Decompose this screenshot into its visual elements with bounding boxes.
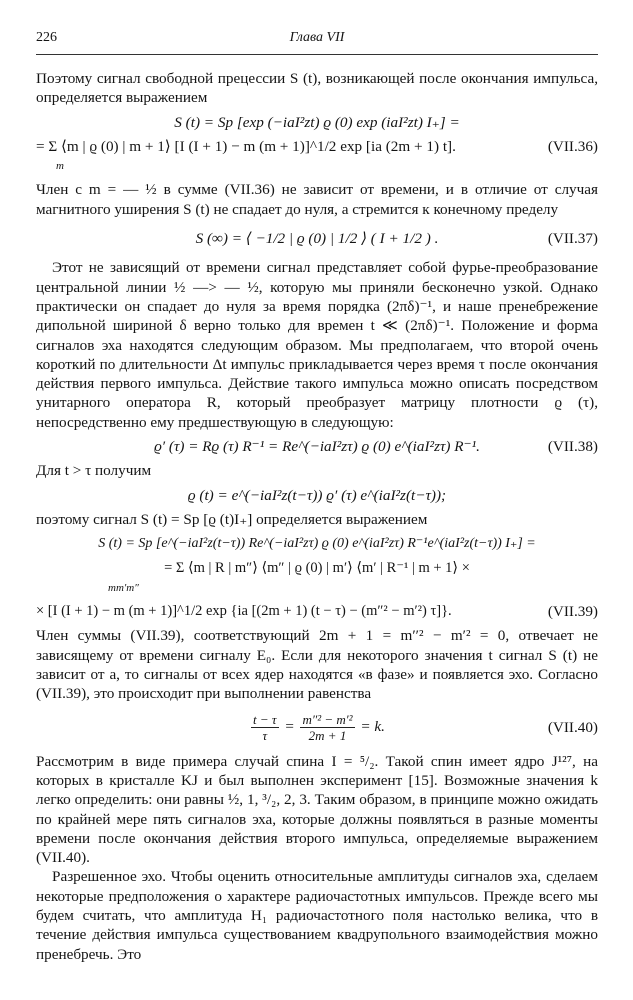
paragraph-6: Член суммы (VII.39), соответствующий 2m + 1 = m′′² − m′² = 0, отвечает не зависящему от времени сигналу E₀. Если для некоторого значения t сигнал S (t) не зависит от a, то сигналы от всех ядер находятся «в фазе» и появляется эхо. Согласно (VII.39), это происходит при выполнении равенства — [36, 627, 598, 703]
equation-36b-text: = Σ ⟨m | ϱ (0) | m + 1⟩ [I (I + 1) − m (m + 1)]^1/2 exp [ia (2m + 1) t]. — [36, 137, 456, 155]
equation-38-text: ϱ′ (τ) = Rϱ (τ) R⁻¹ = Re^(−iaI²zτ) ϱ (0) e^(iaI²zτ) R⁻¹. — [154, 438, 480, 456]
equation-39c-text: × [I (I + 1) − m (m + 1)]^1/2 exp {ia [(2m + 1) (t − τ) − (m″² − m′²) τ]}. — [36, 603, 452, 620]
chapter-title: Глава VII — [289, 30, 345, 45]
paragraph-4: Для t > τ получим — [36, 462, 152, 480]
equation-36b — [36, 137, 598, 176]
page — [36, 30, 598, 964]
equation-40-fraction-2 — [300, 712, 354, 743]
paragraph-7: Рассмотрим в виде примера случай спина I = ⁵/₂. Такой спин имеет ядро J¹²⁷, на которых в кристалле KJ и был выполнен эксперимент [15]. Возможные значения k легко определить: они равны ½, 1, ³/₂, 2, 3. Таким образом, в принципе можно ожидать по крайней мере пять сигналов эха, которые должны появляться в разные моменты времени после окончания действия второго импульса, определяемые выражением (VII.40). — [36, 752, 598, 867]
equation-39-label: (VII.39) — [547, 603, 598, 621]
equation-39b-text: = Σ ⟨m | R | m″⟩ ⟨m″ | ϱ (0) | m′⟩ ⟨m′ | R⁻¹ | m + 1⟩ × — [164, 559, 470, 576]
equation-40-fraction-1 — [251, 712, 279, 743]
equation-40-rest: = k. — [360, 717, 385, 735]
equation-37-label: (VII.37) — [547, 230, 598, 248]
paragraph-8: Разрешенное эхо. Чтобы оценить относительные амплитуды сигналов эха, сделаем некоторые предположения о характере радиочастотных импульсов. Прежде всего мы будем считать, что амплитуда H₁ радиочастотного поля настолько велика, что в течение действия импульса существованием квадрупольного взаимодействия можно пренебречь. Это — [36, 868, 598, 963]
equation-rho — [36, 486, 598, 505]
equation-37 — [36, 229, 598, 248]
equation-36a-text: S (t) = Sp [exp (−iaI²zt) ϱ (0) exp (iaI²zt) I₊] = — [174, 113, 460, 131]
equation-rho-text: ϱ (t) = e^(−iaI²z(t−τ)) ϱ′ (τ) e^(iaI²z(t−τ)); — [187, 486, 447, 504]
equation-40-denominator-1: τ — [262, 727, 268, 743]
paragraph-3: Этот не зависящий от времени сигнал представляет собой фурье-преобразование центральной линии ½ —> — ½, которую мы приняли бесконечно узкой. Однако практически он спадает до нуля за время порядка (2πδ)⁻¹, и наше пренебрежение дипольной шириной δ верно только для времен t ≪ (2πδ)⁻¹. Положение и форма сигналов эха находятся следующим образом. Мы предполагаем, что второй очень короткий по длительности Δt импульс прикладывается через время τ после окончания действия первого импульса. Действие такого импульса можно описать посредством унитарного оператора R, который преобразует матрицу плотности ϱ (τ), непосредственно ему предшествующую в следующую: — [36, 259, 598, 431]
equation-36b-sum-index: m — [56, 159, 64, 172]
equation-40-numerator-2: m″² − m′² — [302, 711, 353, 727]
equation-39b — [36, 559, 598, 598]
equation-40: $\frac{t - \tau}{\tau}$ = $\frac{\text{m″² − m′²}}{2m + 1}$ = k. (VII.40) — [253, 711, 598, 743]
equation-38 — [36, 437, 598, 456]
equation-40-numerator-1: t − τ — [253, 711, 277, 727]
paragraph-1: Поэтому сигнал свободной прецессии S (t), возникающей после окончания импульса, определяется выражением — [36, 70, 598, 107]
page-number: 226 — [36, 30, 57, 45]
equation-37-text: S (∞) = ⟨ −1/2 | ϱ (0) | 1/2 ⟩ ( I + 1/2 ) . — [195, 230, 439, 248]
equation-39a-text: S (t) = Sp [e^(−iaI²z(t−τ)) Re^(−iaI²zτ) ϱ (0) e^(iaI²zτ) R⁻¹e^(iaI²z(t−τ)) I₊] = — [98, 536, 536, 552]
equation-38-label: (VII.38) — [547, 438, 598, 456]
equation-39a — [36, 534, 598, 553]
equation-40-label: (VII.40) — [547, 718, 598, 736]
page-header — [36, 30, 598, 52]
equation-36a — [36, 113, 598, 132]
paragraph-2: Член с m = — ½ в сумме (VII.36) не зависит от времени, и в отличие от случая магнитного уширения S (t) не спадает до нуля, а стремится к конечному пределу — [36, 181, 598, 218]
equation-36-label: (VII.36) — [547, 137, 598, 155]
header-rule — [36, 54, 598, 55]
equation-39b-sum-index: mm′m″ — [108, 581, 139, 594]
equation-39c — [36, 602, 598, 621]
paragraph-5: поэтому сигнал S (t) = Sp [ϱ (t)I₊] определяется выражением — [36, 510, 428, 528]
equation-40-denominator-2: 2m + 1 — [308, 727, 347, 743]
